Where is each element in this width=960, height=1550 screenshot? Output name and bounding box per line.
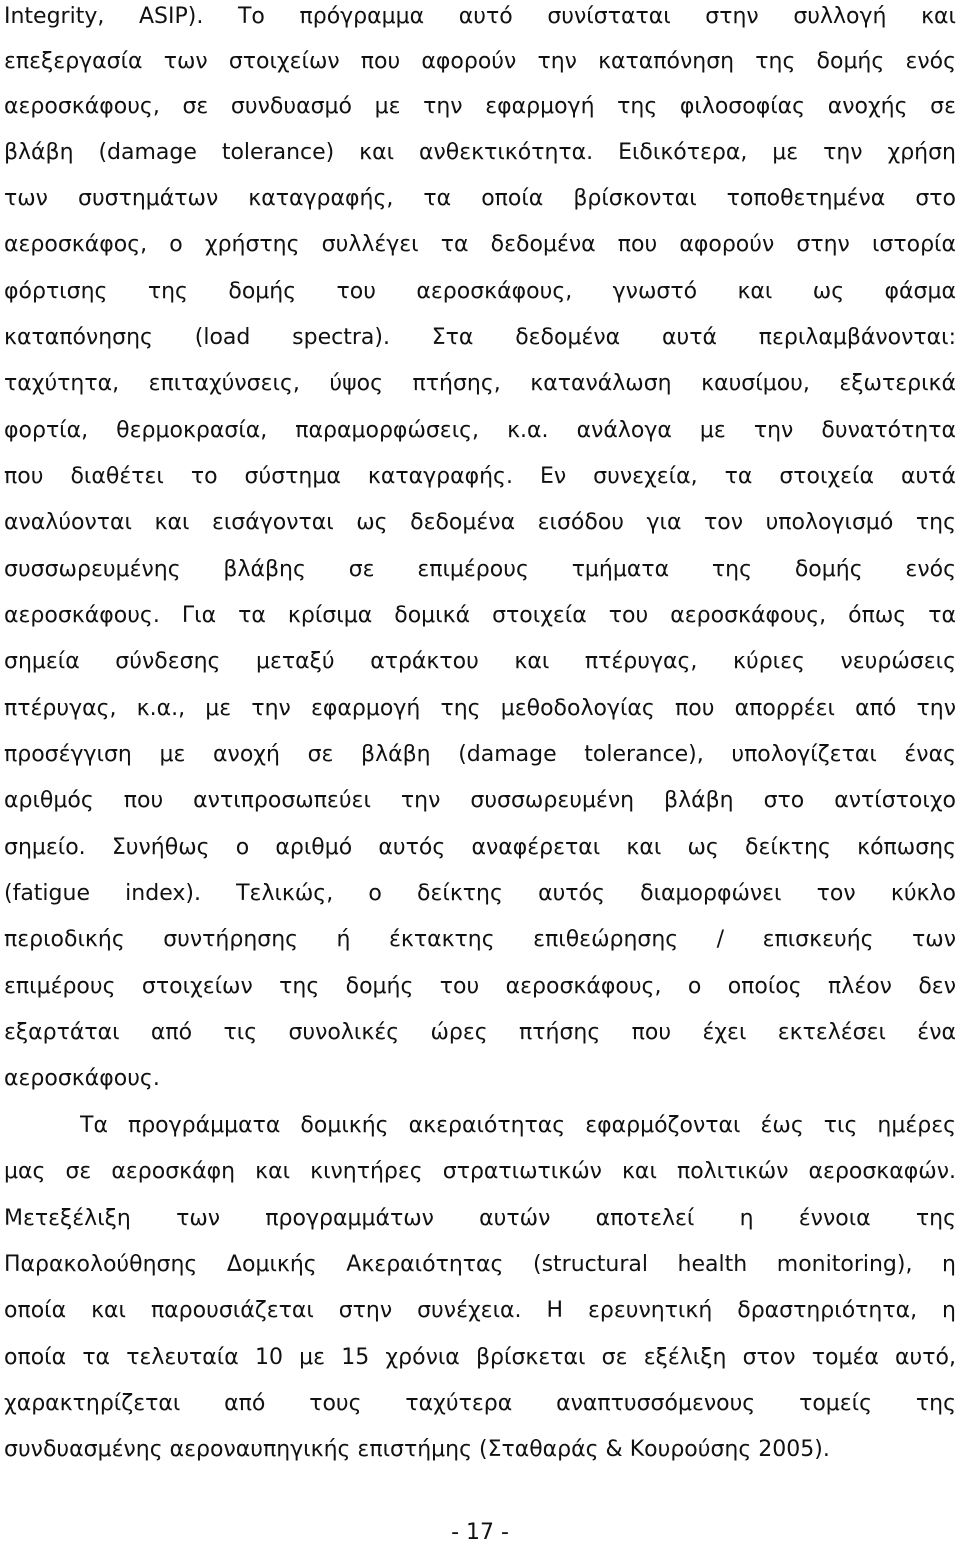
text-line: Integrity, ASIP). Το πρόγραμμα αυτό συνίσταται στην συλλογή και [4, 4, 956, 29]
text-line: φορτία, θερμοκρασία, παραμορφώσεις, κ.α. ανάλογα με την δυνατότητα [4, 418, 956, 443]
text-line: ταχύτητα, επιταχύνσεις, ύψος πτήσης, κατανάλωση καυσίμου, εξωτερικά [4, 371, 956, 396]
text-line: (fatigue index). Τελικώς, ο δείκτης αυτός διαμορφώνει τον κύκλο [4, 881, 956, 906]
text-line: εξαρτάται από τις συνολικές ώρες πτήσης που έχει εκτελέσει ένα [4, 1020, 956, 1045]
text-line: βλάβη (damage tolerance) και ανθεκτικότητα. Ειδικότερα, με την χρήση [4, 140, 956, 165]
text-line: αεροσκάφους. [4, 1066, 160, 1091]
text-line: που διαθέτει το σύστημα καταγραφής. Εν συνεχεία, τα στοιχεία αυτά [4, 464, 956, 489]
text-line: σημεία σύνδεσης μεταξύ ατράκτου και πτέρυγας, κύριες νευρώσεις [4, 649, 956, 674]
text-line: οποία τα τελευταία 10 με 15 χρόνια βρίσκεται σε εξέλιξη στον τομέα αυτό, [4, 1345, 956, 1370]
text-line: αεροσκάφους. Για τα κρίσιμα δομικά στοιχεία του αεροσκάφους, όπως τα [4, 603, 956, 628]
text-line: φόρτισης της δομής του αεροσκάφους, γνωστό και ως φάσμα [4, 279, 956, 304]
text-line: Τα προγράμματα δομικής ακεραιότητας εφαρμόζονται έως τις ημέρες [80, 1113, 956, 1138]
text-line: επεξεργασία των στοιχείων που αφορούν την καταπόνηση της δομής ενός [4, 49, 956, 74]
text-line: επιμέρους στοιχείων της δομής του αεροσκάφους, ο οποίος πλέον δεν [4, 974, 956, 999]
text-line: συνδυασμένης αεροναυπηγικής επιστήμης (Σταθαράς & Κουρούσης 2005). [4, 1437, 830, 1462]
text-line: των συστημάτων καταγραφής, τα οποία βρίσκονται τοποθετημένα στο [4, 186, 956, 211]
text-line: μας σε αεροσκάφη και κινητήρες στρατιωτικών και πολιτικών αεροσκαφών. [4, 1159, 956, 1184]
text-line: οποία και παρουσιάζεται στην συνέχεια. Η ερευνητική δραστηριότητα, η [4, 1298, 956, 1323]
text-line: αναλύονται και εισάγονται ως δεδομένα εισόδου για τον υπολογισμό της [4, 510, 956, 535]
text-line: συσσωρευμένης βλάβης σε επιμέρους τμήματα της δομής ενός [4, 557, 956, 582]
text-line: χαρακτηρίζεται από τους ταχύτερα αναπτυσσόμενους τομείς της [4, 1391, 956, 1416]
text-line: προσέγγιση με ανοχή σε βλάβη (damage tolerance), υπολογίζεται ένας [4, 742, 956, 767]
page-number: - 17 - [451, 1520, 509, 1545]
text-line: Μετεξέλιξη των προγραμμάτων αυτών αποτελεί η έννοια της [4, 1206, 956, 1231]
text-line: αεροσκάφους, σε συνδυασμό με την εφαρμογή της φιλοσοφίας ανοχής σε [4, 94, 956, 119]
text-line: αεροσκάφος, ο χρήστης συλλέγει τα δεδομένα που αφορούν στην ιστορία [4, 232, 956, 257]
text-line: πτέρυγας, κ.α., με την εφαρμογή της μεθοδολογίας που απορρέει από την [4, 696, 956, 721]
text-line: σημείο. Συνήθως ο αριθμό αυτός αναφέρεται και ως δείκτης κόπωσης [4, 835, 956, 860]
text-line: Παρακολούθησης Δομικής Ακεραιότητας (structural health monitoring), η [4, 1252, 956, 1277]
text-line: αριθμός που αντιπροσωπεύει την συσσωρευμένη βλάβη στο αντίστοιχο [4, 788, 956, 813]
text-line: περιοδικής συντήρησης ή έκτακτης επιθεώρησης / επισκευής των [4, 927, 956, 952]
text-line: καταπόνησης (load spectra). Στα δεδομένα αυτά περιλαμβάνονται: [4, 325, 956, 350]
